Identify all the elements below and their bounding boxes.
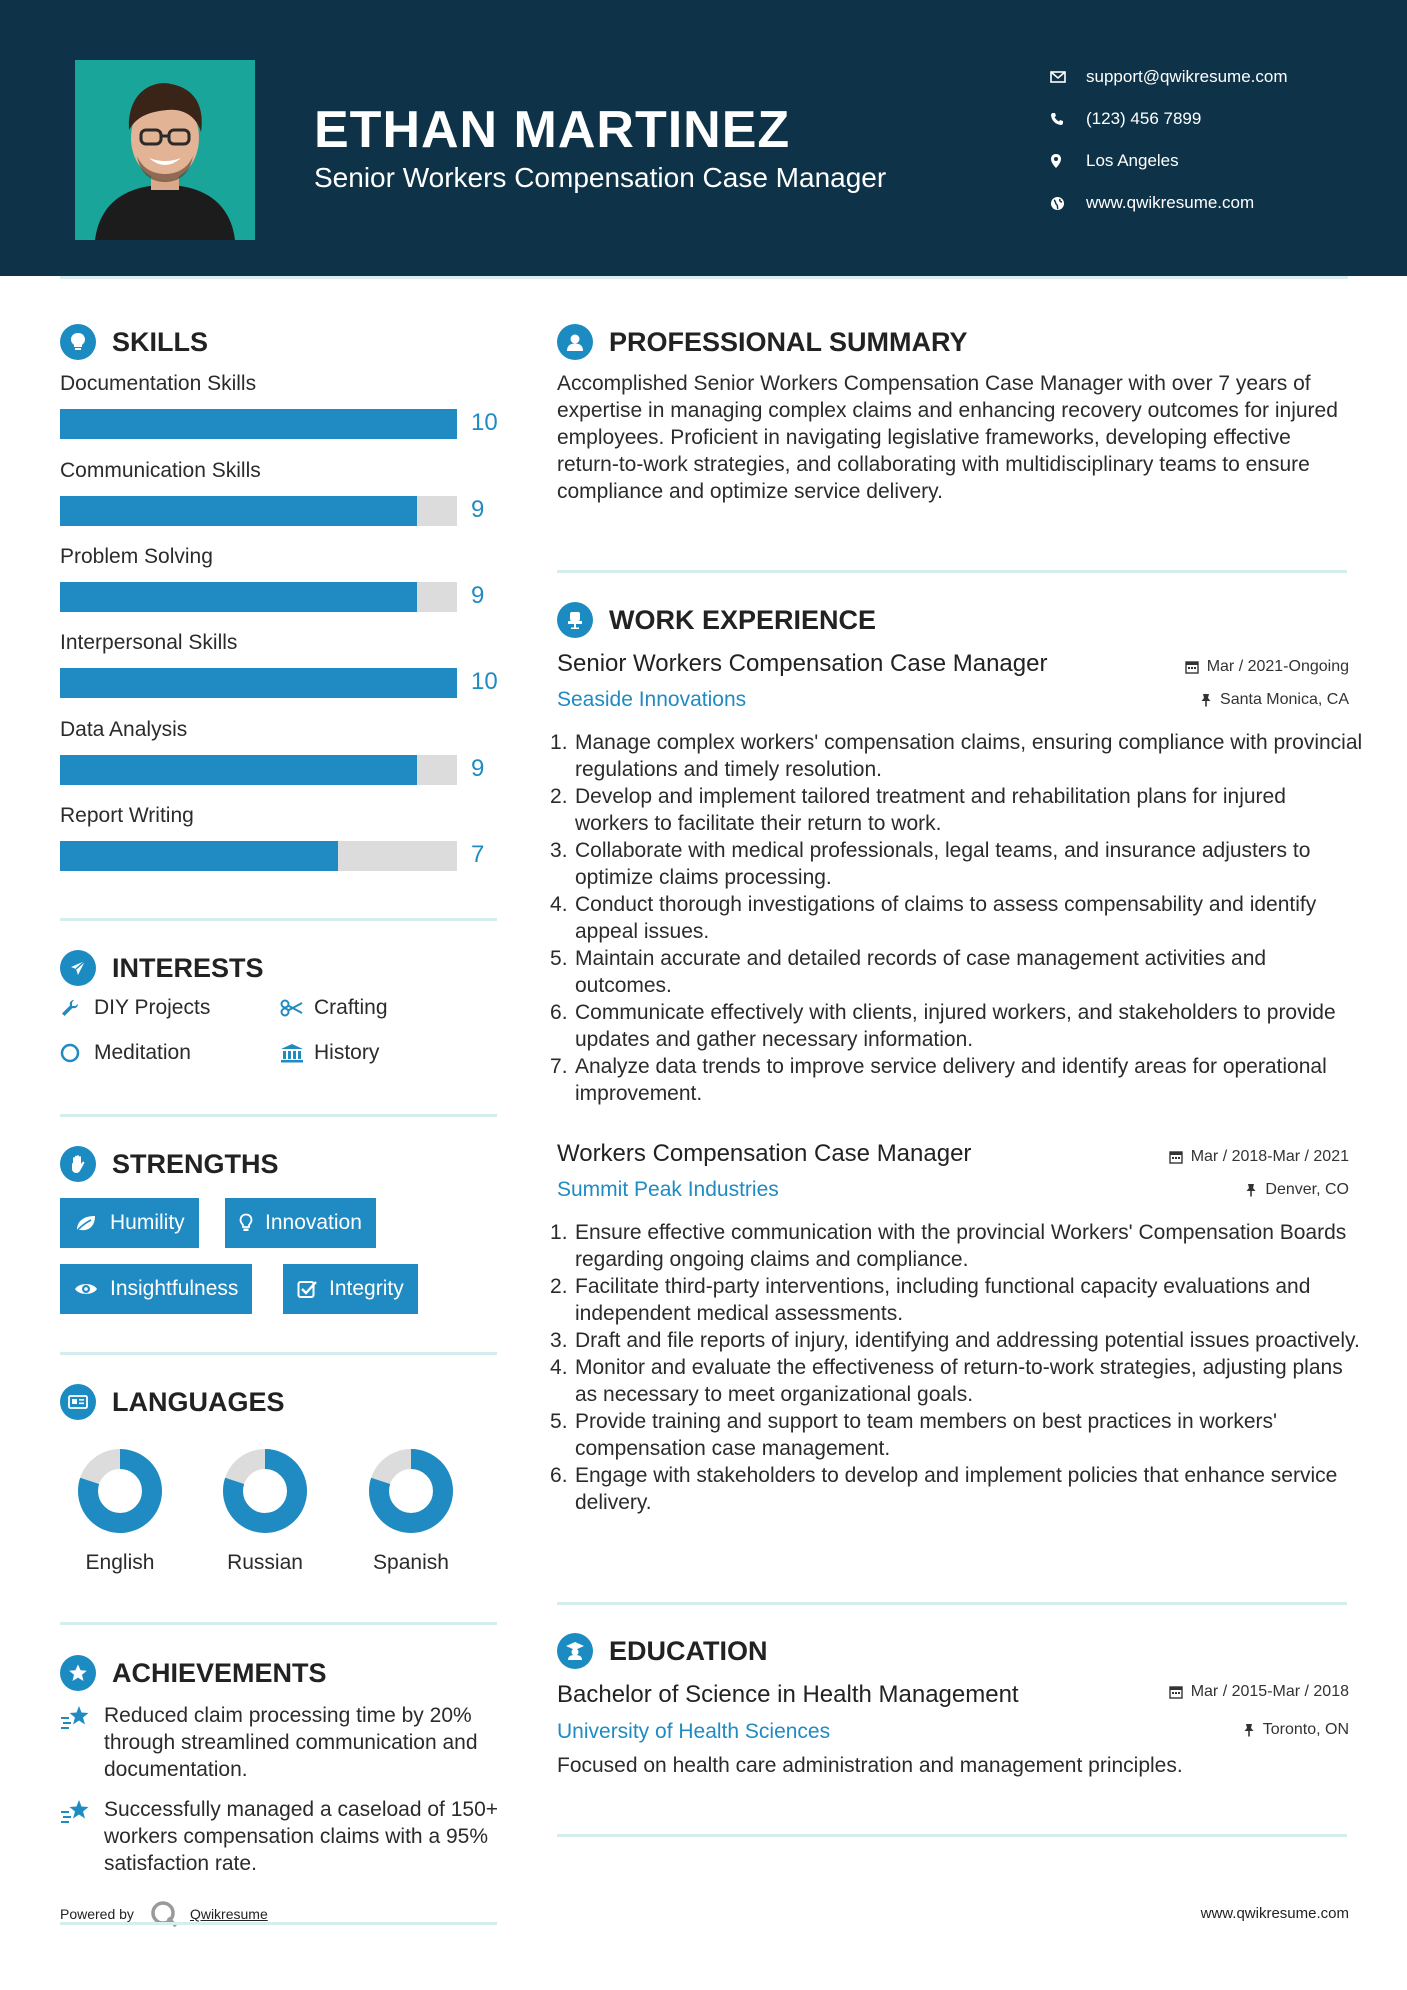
skill-bar xyxy=(60,841,457,871)
footer-url[interactable]: www.qwikresume.com xyxy=(1200,1905,1349,1922)
interests-heading-text: INTERESTS xyxy=(112,952,264,983)
strength-label: Integrity xyxy=(329,1277,404,1300)
duty-item: Collaborate with medical professionals, legal teams, and insurance adjusters to optimize claims processing. xyxy=(575,839,1311,889)
interest-label: Meditation xyxy=(94,1041,191,1064)
skill-label: Problem Solving xyxy=(60,545,213,568)
skill-bar-fill xyxy=(60,841,338,871)
skill-bar-fill xyxy=(60,409,457,439)
circle-icon xyxy=(60,1043,94,1063)
contact-phone[interactable] xyxy=(1050,98,1350,140)
language-item xyxy=(351,1448,471,1575)
skill-bar xyxy=(60,409,457,439)
check-square-icon xyxy=(297,1279,317,1299)
job-location-text: Denver, CO xyxy=(1265,1181,1349,1198)
duty-item: Conduct thorough investigations of claims to assess compensability and identify appeal issues. xyxy=(575,893,1317,943)
job-duties xyxy=(557,729,1365,1107)
strength-tag xyxy=(225,1198,376,1248)
education-dates xyxy=(1169,1683,1349,1701)
id-card-icon xyxy=(60,1384,96,1420)
languages-heading-text: LANGUAGES xyxy=(112,1386,285,1417)
strength-label: Humility xyxy=(110,1211,185,1234)
header-divider xyxy=(60,276,1348,279)
shooting-star-icon xyxy=(60,1702,104,1783)
briefcase-icon xyxy=(557,602,593,638)
education-description: Focused on health care administration and management principles. xyxy=(557,1754,1183,1777)
job-dates-text: Mar / 2018-Mar / 2021 xyxy=(1190,1148,1349,1165)
shooting-star-icon xyxy=(60,1796,104,1877)
calendar-icon xyxy=(1169,1685,1183,1699)
footer-divider xyxy=(60,1922,497,1925)
duty-item: Develop and implement tailored treatment and rehabilitation plans for injured workers to facilitate their return to work. xyxy=(575,785,1286,835)
contact-website-text: www.qwikresume.com xyxy=(1086,193,1255,212)
interest-item xyxy=(280,1041,379,1065)
skill-value: 7 xyxy=(471,841,485,868)
skill-value: 9 xyxy=(471,496,485,523)
strength-tag xyxy=(283,1264,418,1314)
graduate-icon xyxy=(557,1633,593,1669)
language-donut xyxy=(222,1448,308,1534)
duty-item: Engage with stakeholders to develop and implement policies that enhance service delivery. xyxy=(575,1464,1338,1514)
candidate-name: ETHAN MARTINEZ xyxy=(314,101,791,159)
lightbulb-icon xyxy=(239,1213,253,1233)
skill-bar-fill xyxy=(60,496,417,526)
contact-phone-text: (123) 456 7899 xyxy=(1086,109,1202,128)
section-divider xyxy=(557,1602,1347,1605)
section-divider xyxy=(60,1352,497,1355)
summary-heading xyxy=(557,324,968,360)
star-icon xyxy=(60,1655,96,1691)
interest-label: Crafting xyxy=(314,996,388,1019)
experience-heading-text: WORK EXPERIENCE xyxy=(609,604,877,635)
duty-item: Draft and file reports of injury, identifying and addressing potential issues proactively. xyxy=(575,1329,1360,1352)
skill-bar xyxy=(60,496,457,526)
skill-label: Interpersonal Skills xyxy=(60,631,238,654)
globe-icon xyxy=(1050,196,1086,211)
skill-bar xyxy=(60,668,457,698)
eye-icon xyxy=(74,1281,98,1297)
job-duties xyxy=(557,1219,1365,1516)
strengths-heading xyxy=(60,1146,279,1182)
language-donut xyxy=(368,1448,454,1534)
hand-icon xyxy=(60,1146,96,1182)
language-label: Russian xyxy=(227,1551,303,1574)
language-item xyxy=(205,1448,325,1575)
wrench-icon xyxy=(60,998,94,1018)
section-divider xyxy=(557,1834,1347,1837)
job-company: Summit Peak Industries xyxy=(557,1178,779,1201)
strength-tag xyxy=(60,1264,252,1314)
job-role: Senior Workers Compensation Case Manager xyxy=(557,650,1048,677)
contact-location-text: Los Angeles xyxy=(1086,151,1179,170)
job-dates-text: Mar / 2021-Ongoing xyxy=(1206,658,1349,675)
duty-item: Maintain accurate and detailed records of case management activities and outcomes. xyxy=(575,947,1267,997)
duty-item: Provide training and support to team members on best practices in workers' compensation case management. xyxy=(575,1410,1278,1460)
achievements-heading-text: ACHIEVEMENTS xyxy=(112,1657,327,1688)
language-item xyxy=(60,1448,180,1575)
duty-item: Facilitate third-party interventions, including functional capacity evaluations and independent medical assessments. xyxy=(575,1275,1311,1325)
skills-heading xyxy=(60,324,208,360)
strengths-heading-text: STRENGTHS xyxy=(112,1148,279,1179)
paper-plane-icon xyxy=(60,950,96,986)
experience-heading xyxy=(557,602,876,638)
job-company: Seaside Innovations xyxy=(557,688,747,711)
section-divider xyxy=(60,1114,497,1117)
strength-label: Innovation xyxy=(265,1211,362,1234)
contact-list xyxy=(1050,56,1350,224)
achievement-item xyxy=(60,1796,500,1877)
interest-item xyxy=(280,996,388,1020)
education-heading-text: EDUCATION xyxy=(609,1635,768,1666)
leaf-icon xyxy=(74,1213,98,1233)
skill-bar xyxy=(60,582,457,612)
job-dates xyxy=(1169,1148,1349,1166)
lightbulb-icon xyxy=(60,324,96,360)
job-location xyxy=(1245,1181,1349,1199)
section-divider xyxy=(60,1622,497,1625)
contact-email-text: support@qwikresume.com xyxy=(1086,67,1288,86)
skill-value: 10 xyxy=(471,668,498,695)
job-location xyxy=(1200,691,1349,709)
school-name: University of Health Sciences xyxy=(557,1720,831,1743)
skill-bar xyxy=(60,755,457,785)
interest-label: DIY Projects xyxy=(94,996,211,1019)
skills-heading-text: SKILLS xyxy=(112,326,209,357)
phone-icon xyxy=(1050,112,1086,126)
job-role: Workers Compensation Case Manager xyxy=(557,1140,972,1167)
skill-label: Data Analysis xyxy=(60,718,188,741)
skill-value: 10 xyxy=(471,409,498,436)
achievements-heading xyxy=(60,1655,327,1691)
envelope-icon xyxy=(1050,71,1086,83)
interest-item xyxy=(60,996,210,1020)
interests-heading xyxy=(60,950,264,986)
duty-item: Manage complex workers' compensation claims, ensuring compliance with provincial regulations and timely resolution. xyxy=(575,731,1363,781)
summary-text: Accomplished Senior Workers Compensation Case Manager with over 7 years of expertise in managing complex claims and enhancing recovery outcomes for injured employees. Proficient in navigating legislative frameworks, developing effective return-to-work strategies, and collaborating with multidisciplinary teams to ensure compliance and optimize service delivery. xyxy=(557,372,1338,503)
education-location-text: Toronto, ON xyxy=(1262,1721,1349,1738)
user-icon xyxy=(557,324,593,360)
achievement-text: Reduced claim processing time by 20% through streamlined communication and documentation. xyxy=(104,1704,478,1781)
skill-bar-fill xyxy=(60,755,417,785)
interest-item xyxy=(60,1041,191,1065)
map-pin-icon xyxy=(1050,153,1086,169)
language-donut xyxy=(77,1448,163,1534)
calendar-icon xyxy=(1169,1150,1183,1164)
skill-value: 9 xyxy=(471,582,485,609)
job-location-text: Santa Monica, CA xyxy=(1220,691,1349,708)
skill-label: Report Writing xyxy=(60,804,194,827)
education-location xyxy=(1243,1721,1349,1739)
skill-label: Documentation Skills xyxy=(60,372,257,395)
languages-heading xyxy=(60,1384,285,1420)
skill-bar-fill xyxy=(60,582,417,612)
job-dates xyxy=(1185,658,1349,676)
strength-tag xyxy=(60,1198,199,1248)
interest-label: History xyxy=(314,1041,380,1064)
contact-location xyxy=(1050,140,1350,182)
skill-label: Communication Skills xyxy=(60,459,261,482)
candidate-title: Senior Workers Compensation Case Manager xyxy=(314,162,887,193)
pushpin-icon xyxy=(1243,1723,1255,1737)
summary-heading-text: PROFESSIONAL SUMMARY xyxy=(609,326,968,357)
profile-photo xyxy=(75,60,255,240)
duty-item: Communicate effectively with clients, injured workers, and stakeholders to provide updates and gather necessary information. xyxy=(575,1001,1336,1051)
skill-bar-fill xyxy=(60,668,457,698)
achievement-text: Successfully managed a caseload of 150+ workers compensation claims with a 95% satisfaction rate. xyxy=(104,1798,499,1875)
strength-label: Insightfulness xyxy=(110,1277,239,1300)
section-divider xyxy=(60,918,497,921)
language-label: Spanish xyxy=(373,1551,449,1574)
skill-value: 9 xyxy=(471,755,485,782)
degree-title: Bachelor of Science in Health Management xyxy=(557,1681,1019,1708)
contact-website[interactable] xyxy=(1050,182,1350,224)
scissors-icon xyxy=(280,999,314,1017)
resume-header xyxy=(0,0,1407,276)
duty-item: Monitor and evaluate the effectiveness of return-to-work strategies, adjusting plans as necessary to meet organizational goals. xyxy=(575,1356,1343,1406)
pushpin-icon xyxy=(1200,693,1212,707)
museum-icon xyxy=(280,1043,314,1063)
language-label: English xyxy=(85,1551,155,1574)
duty-item: Ensure effective communication with the provincial Workers' Compensation Boards regarding ongoing claims and compliance. xyxy=(575,1221,1347,1271)
education-dates-text: Mar / 2015-Mar / 2018 xyxy=(1190,1683,1349,1700)
calendar-icon xyxy=(1185,660,1199,674)
section-divider xyxy=(557,570,1347,573)
powered-by-label: Powered by xyxy=(60,1906,134,1922)
education-heading xyxy=(557,1633,768,1669)
duty-item: Analyze data trends to improve service delivery and identify areas for operational improvement. xyxy=(575,1055,1327,1105)
contact-email[interactable] xyxy=(1050,56,1350,98)
pushpin-icon xyxy=(1245,1183,1257,1197)
achievement-item xyxy=(60,1702,500,1783)
brand-link[interactable]: Qwikresume xyxy=(189,1906,268,1922)
